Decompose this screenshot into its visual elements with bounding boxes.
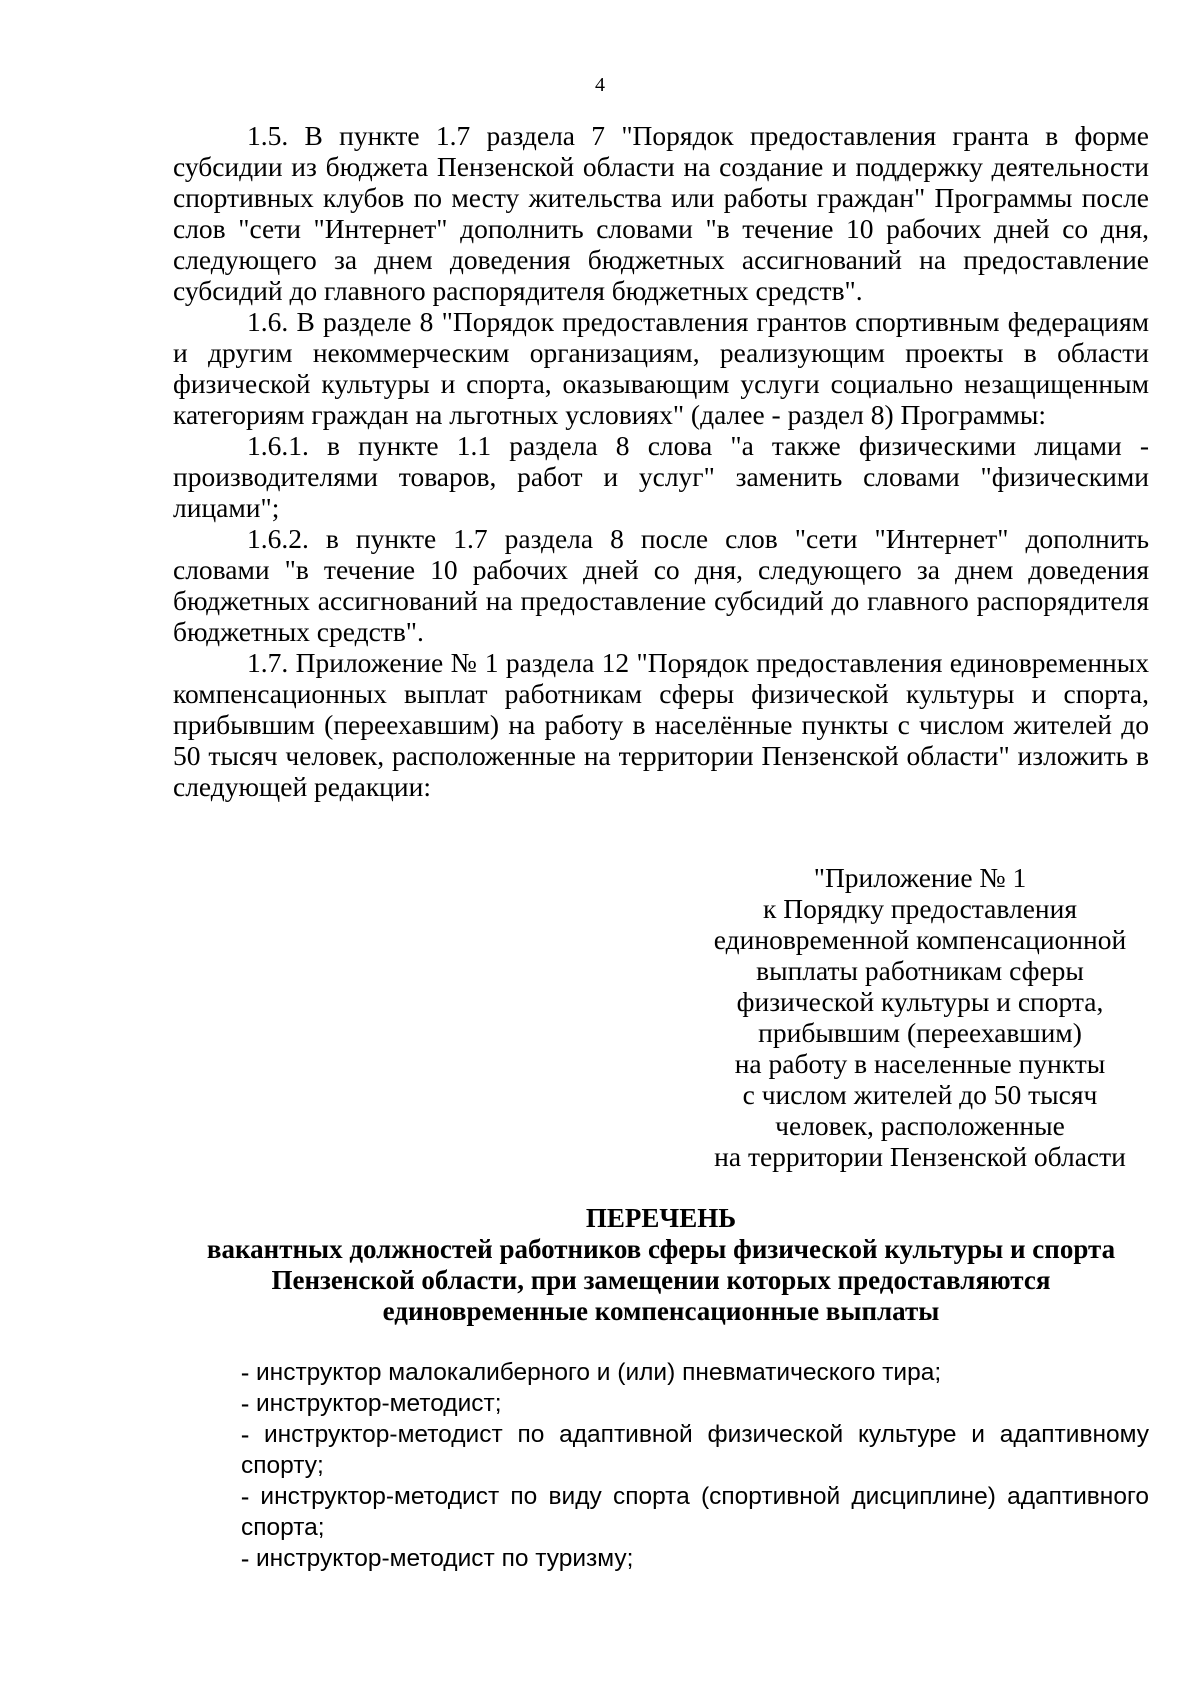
annex-line: с числом жителей до 50 тысяч [742,1079,1098,1110]
annex-line: выплаты работникам сферы [756,955,1084,986]
list-dash: - [241,1483,250,1510]
heading-subtitle-line: единовременные компенсационные выплаты [382,1296,940,1326]
annex-header [690,862,1150,1172]
annex-line: на территории Пензенской области [714,1141,1126,1172]
paragraph-1-7: 1.7. Приложение № 1 раздела 12 "Порядок предоставления единовременных компенсационных выплат работникам сферы физической культуры и спорта, прибывшим (переехавшим) на работу в населённые пункты с числом жителей до 50 тысяч человек, расположенные на территории Пензенской области" изложить в следующей редакции: [173,647,1149,802]
heading-title: ПЕРЕЧЕНЬ [585,1203,737,1233]
heading-subtitle-line: Пензенской области, при замещении которых предоставляются [271,1265,1051,1295]
list-heading [173,1203,1149,1327]
list-item [241,1388,1149,1419]
annex-line: человек, расположенные [775,1110,1065,1141]
page-number: 4 [595,74,605,96]
annex-line: на работу в населенные пункты [734,1048,1106,1079]
paragraph-1-5: 1.5. В пункте 1.7 раздела 7 "Порядок предоставления гранта в форме субсидии из бюджета Пензенской области на создание и поддержку деятельности спортивных клубов по месту жительства или работы граждан" Программы после слов "сети "Интернет" дополнить словами "в течение 10 рабочих дней со дня, следующего за днем доведения бюджетных ассигнований на предоставление субсидий до главного распорядителя бюджетных средств". [173,120,1149,306]
annex-line: прибывшим (переехавшим) [758,1017,1082,1048]
list-item [241,1419,1149,1481]
list-dash: - [241,1545,250,1572]
list-dash: - [241,1421,250,1448]
paragraph-1-6: 1.6. В разделе 8 "Порядок предоставления грантов спортивным федерациям и другим некоммерческим организациям, реализующим проекты в области физической культуры и спорта, оказывающим услуги социально незащищенным категориям граждан на льготных условиях" (далее - раздел 8) Программы: [173,306,1149,430]
list-item [241,1481,1149,1543]
annex-line: физической культуры и спорта, [736,986,1104,1017]
list-dash: - [241,1390,250,1417]
heading-subtitle-line: вакантных должностей работников сферы физической культуры и спорта [206,1234,1116,1264]
list-item [241,1543,1149,1574]
list-item-text: инструктор малокалиберного и (или) пневматического тира; [255,1359,942,1386]
list-item [241,1357,1149,1388]
list-item-text: инструктор-методист по виду спорта (спортивной дисциплине) адаптивного спорта; [241,1483,1149,1541]
list-item-text: инструктор-методист по туризму; [255,1545,634,1572]
paragraph-1-6-1: 1.6.1. в пункте 1.1 раздела 8 слова "а также физическими лицами - производителями товаров, работ и услуг" заменить словами "физическими лицами"; [173,430,1149,523]
paragraph-1-6-2: 1.6.2. в пункте 1.7 раздела 8 после слов "сети "Интернет" дополнить словами "в течение 10 рабочих дней со дня, следующего за днем доведения бюджетных ассигнований на предоставление субсидий до главного распорядителя бюджетных средств". [173,523,1149,647]
list-item-text: инструктор-методист; [255,1390,502,1417]
positions-list [241,1357,1149,1574]
annex-line: единовременной компенсационной [713,924,1127,955]
list-dash: - [241,1359,250,1386]
annex-line: к Порядку предоставления [763,893,1077,924]
list-item-text: инструктор-методист по адаптивной физической культуре и адаптивному спорту; [241,1421,1149,1479]
amendments-body [173,120,1149,802]
annex-line: "Приложение № 1 [813,862,1027,893]
